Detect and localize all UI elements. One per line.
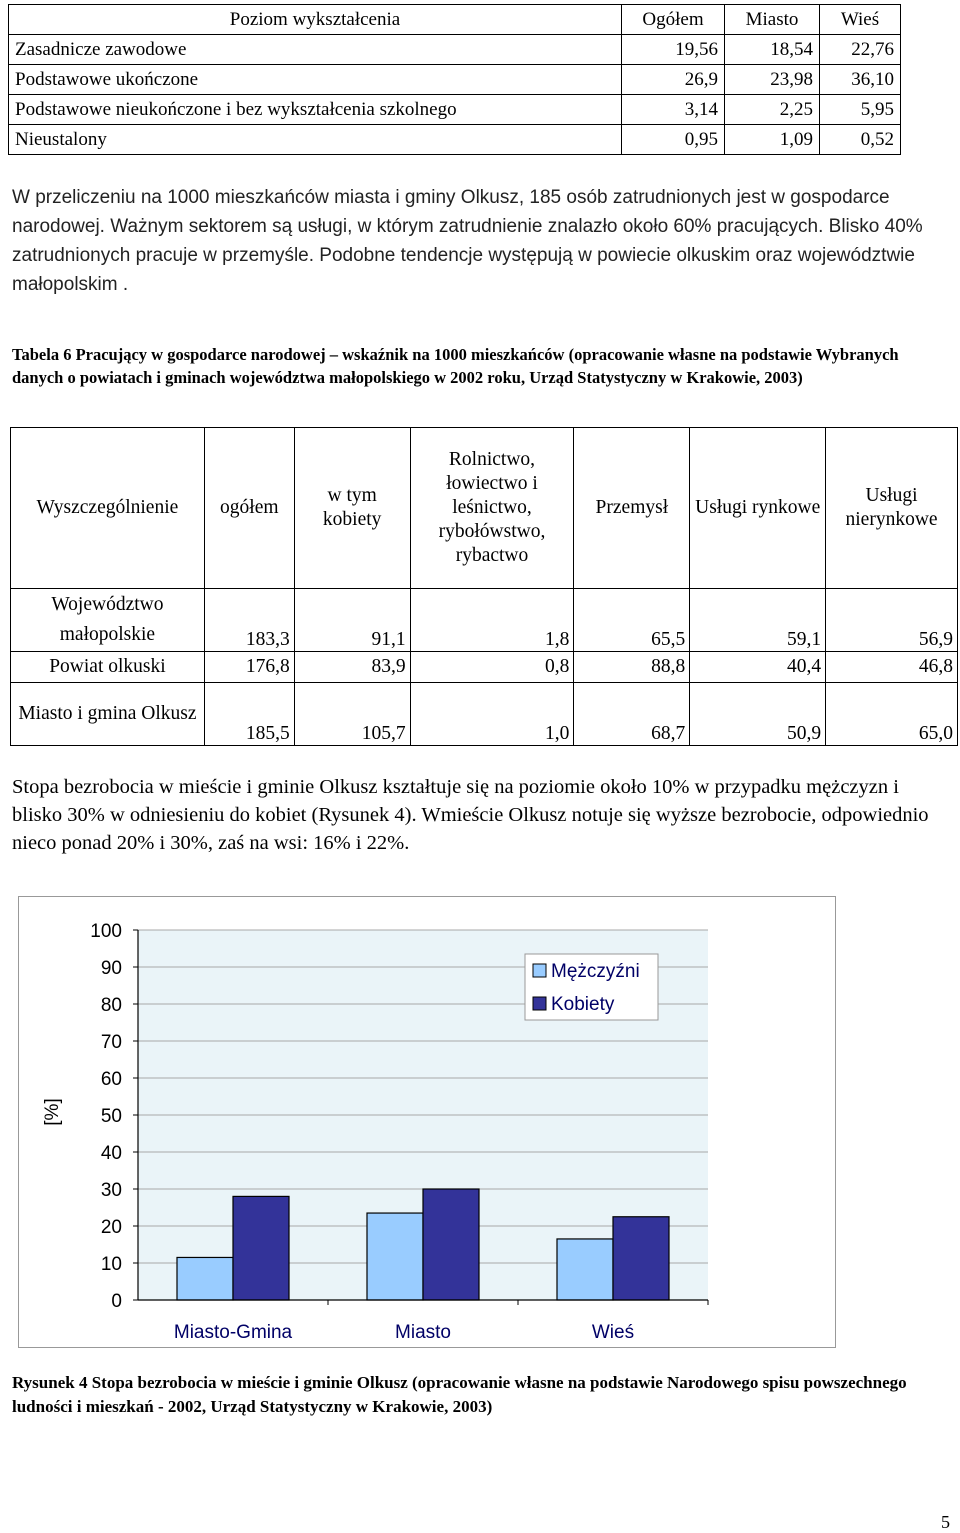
y-tick-label: 50	[100, 1106, 122, 1127]
table-row	[11, 683, 958, 746]
header-cell: Ogółem	[622, 5, 725, 35]
bar-women-1	[423, 1189, 479, 1300]
table-caption: Tabela 6 Pracujący w gospodarce narodowej – wskaźnik na 1000 mieszkańców (opracowanie własne na podstawie Wybranych danych o powiatach i gminach województwa małopolskiego w 2002 roku, Urząd Statystyczny w Krakowie, 2003)	[12, 345, 899, 387]
table-cell: 1,09	[725, 125, 820, 155]
table-cell: 185,5	[204, 683, 294, 746]
header-cell: Wieś	[820, 5, 901, 35]
legend-swatch	[533, 964, 546, 977]
y-tick-label: 70	[100, 1032, 122, 1053]
employment-table	[10, 427, 958, 746]
table-cell: 22,76	[820, 35, 901, 65]
table-cell: 88,8	[574, 652, 690, 683]
table-cell: Nieustalony	[9, 125, 622, 155]
unemployment-chart	[18, 896, 836, 1348]
table-cell: 1,0	[410, 683, 574, 746]
bar-women-2	[613, 1217, 669, 1300]
x-category-label: Miasto	[395, 1322, 451, 1343]
header-cell: ogółem	[204, 428, 294, 589]
table-cell: 46,8	[826, 652, 958, 683]
table-cell: 0,52	[820, 125, 901, 155]
header-cell: Przemysł	[574, 428, 690, 589]
table-cell: Podstawowe ukończone	[9, 65, 622, 95]
table-cell: 18,54	[725, 35, 820, 65]
body-paragraph: W przeliczeniu na 1000 mieszkańców miasta i gminy Olkusz, 185 osób zatrudnionych jest w gospodarce narodowej. Ważnym sektorem są usługi, w którym zatrudnienie znalazło około 60% pracujących. Blisko 40% zatrudnionych pracuje w przemyśle. Podobne tendencje występują w powiecie olkuskim oraz województwie małopolskim .	[12, 187, 923, 295]
y-tick-label: 90	[100, 958, 122, 979]
header-cell: Miasto	[725, 5, 820, 35]
header-cell: Poziom wykształcenia	[9, 5, 622, 35]
y-axis-label: [%]	[42, 1098, 63, 1126]
y-tick-label: 40	[100, 1143, 122, 1164]
table-cell: Podstawowe nieukończone i bez wykształcenia szkolnego	[9, 95, 622, 125]
figure-caption: Rysunek 4 Stopa bezrobocia w mieście i gminie Olkusz (opracowanie własne na podstawie Narodowego spisu powszechnego ludności i mieszkań - 2002, Urząd Statystyczny w Krakowie, 2003)	[12, 1373, 907, 1416]
y-tick-label: 10	[100, 1254, 122, 1275]
table-row	[9, 65, 901, 95]
table-cell: 59,1	[690, 589, 826, 652]
table-cell: 3,14	[622, 95, 725, 125]
table-cell: 0,8	[410, 652, 574, 683]
table-cell: 50,9	[690, 683, 826, 746]
chart-svg	[18, 896, 836, 1348]
header-cell: Rolnictwo, łowiectwo i leśnictwo, rybołówstwo, rybactwo	[410, 428, 574, 589]
row-label: Miasto i gmina Olkusz	[11, 683, 205, 746]
page-number: 5	[941, 1512, 950, 1532]
table-row	[11, 589, 958, 652]
row-label: Powiat olkuski	[11, 652, 205, 683]
table-cell: 105,7	[294, 683, 410, 746]
table-cell: 1,8	[410, 589, 574, 652]
legend-swatch	[533, 997, 546, 1010]
table-cell: 83,9	[294, 652, 410, 683]
table-cell: 0,95	[622, 125, 725, 155]
table-cell: 36,10	[820, 65, 901, 95]
table-header-row	[11, 428, 958, 589]
bar-men-1	[367, 1213, 423, 1300]
table-cell: 26,9	[622, 65, 725, 95]
table-cell: Zasadnicze zawodowe	[9, 35, 622, 65]
legend-label: Kobiety	[551, 994, 615, 1015]
table-row	[9, 125, 901, 155]
body-paragraph: Stopa bezrobocia w mieście i gminie Olkusz kształtuje się na poziomie około 10% w przypadku mężczyzn i blisko 30% w odniesieniu do kobiet (Rysunek 4). Wmieście Olkusz notuje się wyższe bezrobocie, odpowiednio nieco ponad 20% i 30%, zaś na wsi: 16% i 22%.	[12, 776, 929, 854]
table-cell: 2,25	[725, 95, 820, 125]
y-tick-label: 20	[100, 1217, 122, 1238]
y-tick-label: 30	[100, 1180, 122, 1201]
x-category-label: Miasto-Gmina	[173, 1322, 293, 1343]
legend-label: Mężczyźni	[551, 961, 640, 982]
bar-men-0	[177, 1257, 233, 1300]
header-cell: Wyszczególnienie	[11, 428, 205, 589]
table-cell: 40,4	[690, 652, 826, 683]
bar-women-0	[233, 1196, 289, 1300]
education-table	[8, 4, 901, 155]
y-tick-label: 100	[90, 921, 122, 942]
table-row	[11, 652, 958, 683]
table-row	[9, 95, 901, 125]
table-cell: 65,5	[574, 589, 690, 652]
bar-men-2	[557, 1239, 613, 1300]
table-header-row	[9, 5, 901, 35]
table-cell: 65,0	[826, 683, 958, 746]
table-cell: 23,98	[725, 65, 820, 95]
table-cell: 91,1	[294, 589, 410, 652]
table-cell: 5,95	[820, 95, 901, 125]
y-tick-label: 60	[100, 1069, 122, 1090]
y-tick-label: 80	[100, 995, 122, 1016]
header-cell: w tym kobiety	[294, 428, 410, 589]
table-cell: 68,7	[574, 683, 690, 746]
table-cell: 19,56	[622, 35, 725, 65]
table-row	[9, 35, 901, 65]
y-tick-label: 0	[111, 1291, 122, 1312]
header-cell: Usługi nierynkowe	[826, 428, 958, 589]
x-category-label: Wieś	[591, 1322, 635, 1343]
row-label: Województwo małopolskie	[11, 589, 205, 652]
header-cell: Usługi rynkowe	[690, 428, 826, 589]
table-cell: 56,9	[826, 589, 958, 652]
table-cell: 176,8	[204, 652, 294, 683]
table-cell: 183,3	[204, 589, 294, 652]
